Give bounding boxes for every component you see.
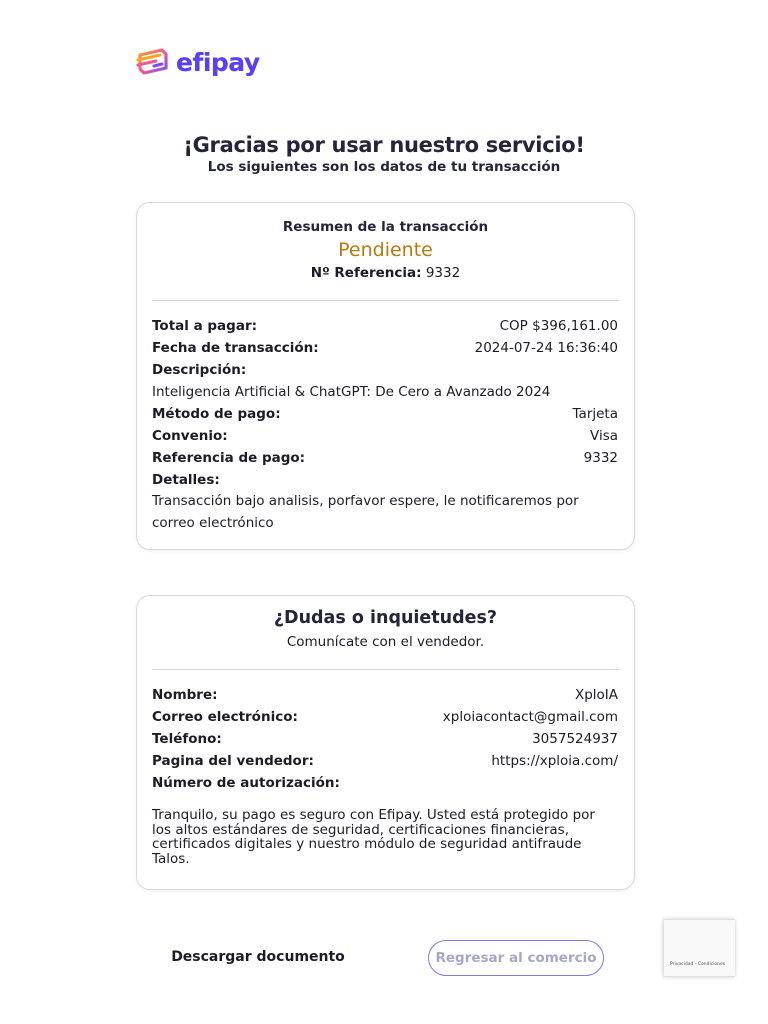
transaction-reference [137,265,634,281]
date-row [152,339,618,357]
description-value: Inteligencia Artificial & ChatGPT: De Cero a Avanzado 2024 [152,384,551,400]
transaction-summary-heading: Resumen de la transacción [282,219,489,235]
details-label: Detalles: [152,472,220,488]
seller-phone-value: 3057524937 [532,731,618,747]
authorization-row [152,774,618,792]
reference-value: 9332 [425,265,461,281]
divider [152,669,619,670]
agreement-value: Visa [590,428,618,444]
reference-label: Nº Referencia: [310,265,422,281]
recaptcha-badge[interactable] [663,919,735,977]
payment-reference-label: Referencia de pago: [152,450,306,466]
total-row [152,317,618,335]
page-title: ¡Gracias por usar nuestro servicio! [183,133,585,157]
seller-email-value[interactable]: xploiacontact@gmail.com [442,709,618,725]
efipay-wordmark: efipay [176,47,260,77]
return-to-merchant-button[interactable]: Regresar al comercio [428,940,604,976]
method-value: Tarjeta [572,406,618,422]
details-row [152,471,618,489]
transaction-summary-card [136,202,635,550]
seller-name-row [152,686,618,704]
payment-reference-row [152,449,618,467]
seller-website-link[interactable]: https://xploia.com/ [491,753,618,769]
download-document-button[interactable]: Descargar documento [170,940,346,974]
description-value-row [152,383,618,401]
payment-reference-value: 9332 [583,450,618,466]
seller-email-row [152,708,618,726]
details-value: Transacción bajo analisis, porfavor espere, le notificaremos por correo electrónico [152,493,579,531]
date-value: 2024-07-24 16:36:40 [474,340,618,356]
seller-website-row [152,752,618,770]
security-note: Tranquilo, su pago es seguro con Efipay. Usted está protegido por los altos estándares de seguridad, certificaciones financieras, certificados digitales y nuestro módulo de seguridad antifraude Talos. [152,807,595,867]
method-label: Método de pago: [152,406,281,422]
seller-phone-label: Teléfono: [152,731,222,747]
recaptcha-icon [686,928,714,956]
divider [152,300,619,301]
total-value: COP $396,161.00 [499,318,618,334]
agreement-row [152,427,618,445]
seller-contact-card [136,595,635,890]
seller-name-label: Nombre: [152,687,218,703]
date-label: Fecha de transacción: [152,340,319,356]
transaction-status: Pendiente [338,239,433,261]
seller-phone-row [152,730,618,748]
authorization-label: Número de autorización: [152,775,340,791]
recaptcha-links[interactable]: Privacidad - Condiciones [670,962,726,967]
page-subtitle: Los siguientes son los datos de tu transacción [207,159,561,175]
efipay-logo [136,46,260,78]
method-row [152,405,618,423]
seller-name-value: XploIA [574,687,618,703]
efipay-logo-icon [136,46,170,78]
contact-subheading: Comunícate con el vendedor. [286,634,485,650]
total-label: Total a pagar: [152,318,257,334]
seller-website-label: Pagina del vendedor: [152,753,314,769]
seller-email-label: Correo electrónico: [152,709,298,725]
agreement-label: Convenio: [152,428,228,444]
contact-heading: ¿Dudas o inquietudes? [273,608,498,628]
description-row [152,361,618,379]
description-label: Descripción: [152,362,247,378]
